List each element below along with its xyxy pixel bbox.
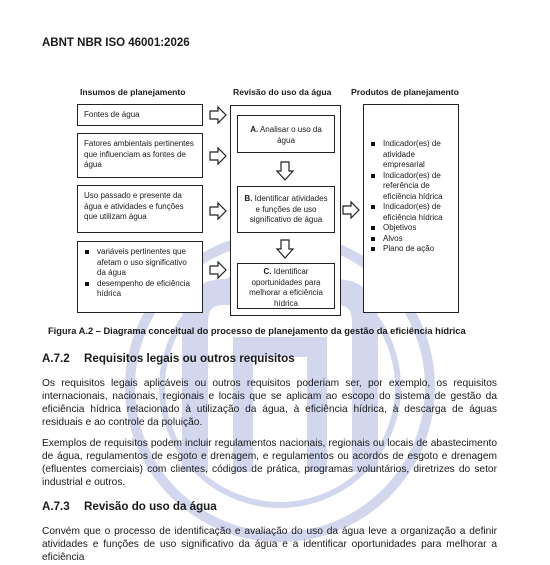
section-number: A.7.3 — [42, 500, 70, 513]
list-item: Objetivos — [370, 223, 454, 234]
input-past-present-use-text: Uso passado e presente da água e atividades e funções que utilizam água — [84, 191, 184, 221]
input-box-water-sources — [77, 104, 203, 126]
list-item: Indicador(es) de referência de eficiência hídrica — [370, 171, 454, 203]
column-heading-inputs: Insumos de planejamento — [80, 87, 186, 97]
review-step-a — [237, 115, 335, 153]
figure-caption: Figura A.2 – Diagrama conceitual do processo de planejamento da gestão da eficiência hídrica — [48, 326, 466, 336]
input-box-environmental-factors — [77, 133, 203, 178]
review-step-b — [237, 186, 335, 233]
arrow-right-icon — [209, 261, 227, 279]
section-title: Revisão do uso da água — [84, 500, 217, 513]
list-item: desempenho de eficiência hídrica — [84, 279, 196, 300]
section-number: A.7.2 — [42, 352, 70, 365]
arrow-right-icon — [209, 147, 227, 165]
input-variables-list — [84, 247, 196, 300]
step-a-letter: A. — [250, 125, 259, 134]
arrow-right-icon — [342, 201, 360, 219]
paragraph-requirement-examples: Exemplos de requisitos podem incluir regulamentos nacionais, regionais ou locais de abastecimento de água, regulamentos de esgoto e drenagem, e regulamentos ou acordos de esgoto e drenagem (efluentes comerciais) com clientes, códigos de prática, programas voluntários, diretrizes do setor industrial e outros. — [42, 438, 497, 488]
paragraph-legal-requirements: Os requisitos legais aplicáveis ou outros requisitos poderiam ser, por exemplo, os requisitos internacionais, nacionais, regionais e locais que se aplicam ao escopo do sistema de gestão da eficiência hídrica relacionado à utilização da água, à eficiência hídrica, à descarga de águas residuais e ao controle da poluição. — [42, 378, 497, 428]
list-item: Indicador(es) de atividade empresarial — [370, 139, 454, 171]
step-b-text: Identificar atividades e funções de uso significativo de água — [249, 194, 328, 224]
arrow-right-icon — [209, 106, 227, 124]
step-b-letter: B. — [244, 194, 253, 203]
outputs-list — [370, 139, 454, 255]
step-c-text: Identificar oportunidades para melhorar a eficiência hídrica — [249, 267, 323, 308]
input-box-past-present-use — [77, 185, 203, 233]
list-item: Alvos — [370, 234, 454, 245]
section-heading-a72 — [42, 352, 295, 365]
arrow-right-icon — [209, 202, 227, 220]
paragraph-water-use-review: Convém que o processo de identificação e avaliação do uso da água leve a organização a definir atividades e funções de uso significativo da água e a identificar oportunidades para melhorar a eficiência — [42, 526, 497, 563]
step-a-text: Analisar o uso da água — [259, 125, 322, 145]
list-item: Indicador(es) de eficiência hídrica — [370, 202, 454, 223]
input-box-variables — [77, 241, 203, 313]
list-item: Plano de ação — [370, 244, 454, 255]
outputs-box — [363, 104, 459, 313]
section-heading-a73 — [42, 500, 217, 513]
input-environmental-factors-text: Fatores ambientais pertinentes que influenciam as fontes de água — [84, 139, 194, 169]
standard-header: ABNT NBR ISO 46001:2026 — [42, 37, 190, 49]
list-item: variáveis pertinentes que afetam o uso significativo da água — [84, 247, 196, 279]
step-c-letter: C. — [263, 267, 272, 276]
arrow-down-icon — [276, 239, 294, 259]
section-title: Requisitos legais ou outros requisitos — [84, 352, 295, 365]
arrow-down-icon — [276, 161, 294, 181]
input-water-sources-text: Fontes de água — [84, 110, 140, 119]
column-heading-outputs: Produtos de planejamento — [351, 87, 459, 97]
column-heading-review: Revisão do uso da água — [233, 87, 332, 97]
review-step-c — [237, 263, 335, 309]
